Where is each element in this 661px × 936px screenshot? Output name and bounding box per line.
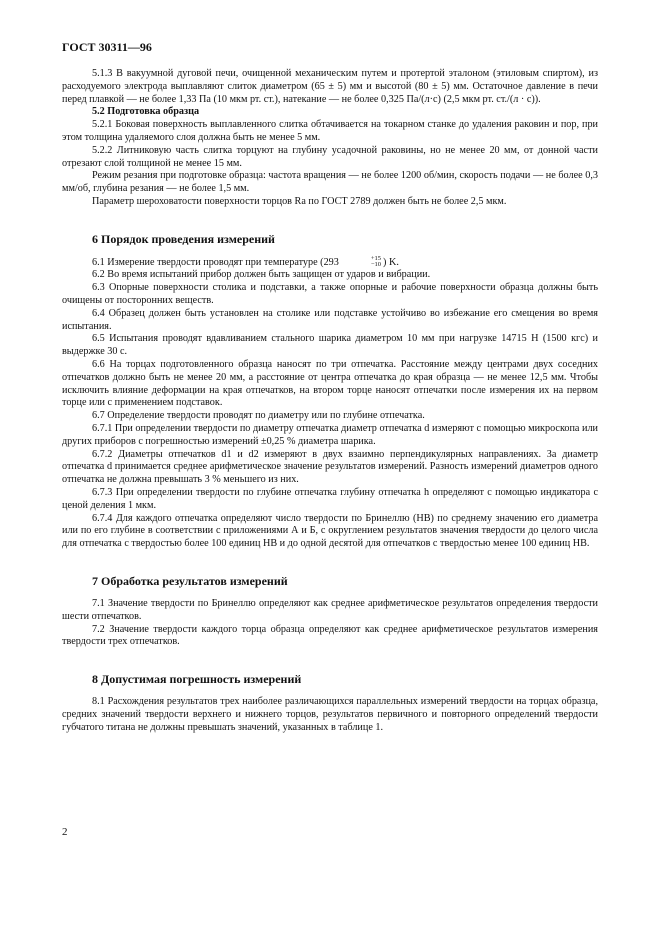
section-heading: 8 Допустимая погрешность измерений <box>92 672 302 687</box>
subsection-heading: 5.2 Подготовка образца <box>92 106 200 118</box>
paragraph: 5.1.3 В вакуумной дуговой печи, очищенной механическим путем и протертой эталоном (этиловым спиртом), из расходуемого электрода выплавляют слиток диаметром (65 ± 5) мм и высотой (80 ± 5) мм. Остаточное давление в печи перед плавкой — не более 1,33 Па (10 мкм рт. ст.), натекание — не более 0,325 Па/(л·с) (2,5 мкм рт. ст./(л · с)). <box>62 68 598 105</box>
page-content <box>62 68 598 735</box>
paragraph: 7.1 Значение твердости по Бринеллю определяют как среднее арифметическое результатов определения твердости шести отпечатков. <box>62 597 598 622</box>
paragraph: 7.2 Значение твердости каждого торца образца определяют как среднее арифметическое результатов измерения твердости трех отпечатков. <box>62 623 598 648</box>
paragraph: 6.5 Испытания проводят вдавливанием стального шарика диаметром 10 мм при нагрузке 14715 Н (1500 кгс) и выдержке 30 с. <box>62 333 598 358</box>
paragraph: 6.6 На торцах подготовленного образца наносят по три отпечатка. Расстояние между центрами двух соседних отпечатков должно быть не менее 20 мм, а расстояние от центра отпечатка до края образца — не менее 12,5 мм. Чтобы исключить влияние деформации на края отпечатков, на втором торце наносят отпечатки после измерения их на первом торце или с применением подставок. <box>62 358 598 409</box>
paragraph: 6.7.3 При определении твердости по глубине отпечатка глубину отпечатка h определяют с помощью индикатора с ценой деления 1 мкм. <box>62 486 598 511</box>
section-heading: 7 Обработка результатов измерений <box>92 573 288 588</box>
tolerance-upper: +15 <box>370 254 382 262</box>
paragraph: Режим резания при подготовке образца: частота вращения — не более 1200 об/мин, скорость подачи — не более 0,3 мм/об, глубина резания — не более 1,5 мм. <box>62 170 598 195</box>
paragraph: 5.2.2 Литниковую часть слитка торцуют на глубину усадочной раковины, но не менее 20 мм, от донной части отрезают слой толщиной не менее 15 мм. <box>62 144 598 169</box>
paragraph-temperature <box>62 256 598 270</box>
paragraph: 6.3 Опорные поверхности столика и подставки, а также опорные и рабочие поверхности образца должны быть очищены от посторонних веществ. <box>62 282 598 306</box>
paragraph: 6.7.1 При определении твердости по диаметру отпечатка диаметр отпечатка d измеряют с помощью микроскопа или других приборов с погрешностью измерений ±0,25 % диаметра шарика. <box>62 422 598 447</box>
paragraph: 6.7.4 Для каждого отпечатка определяют число твердости по Бринеллю (НВ) по среднему значению его диаметра или по его глубине в соответствии с приложениями А и Б, с округлением результатов значения твердости до целого числа для отпечатка с твердостью более 100 единиц НВ и до одной десятой для отпечатков с твердостью менее 100 единиц НВ. <box>62 512 598 550</box>
paragraph: Параметр шероховатости поверхности торцов Ra по ГОСТ 2789 должен быть не более 2,5 мкм. <box>92 195 507 207</box>
paragraph: 6.7 Определение твердости проводят по диаметру или по глубине отпечатка. <box>92 410 425 422</box>
paragraph: 5.2.1 Боковая поверхность выплавленного слитка обтачивается на токарном станке до удаления раковин и пор, при этом толщина удаляемого слоя должна быть не менее 5 мм. <box>62 119 598 143</box>
paragraph: 6.2 Во время испытаний прибор должен быть защищен от ударов и вибрации. <box>92 269 431 281</box>
paragraph: 6.4 Образец должен быть установлен на столике или подставке устойчиво во избежание его смещения во время испытания. <box>62 307 598 332</box>
temperature-tolerance <box>341 256 381 269</box>
paragraph-text: 6.1 Измерение твердости проводят при температуре (293 <box>92 256 339 268</box>
section-heading: 6 Порядок проведения измерений <box>92 231 275 246</box>
paragraph: 6.7.2 Диаметры отпечатков d1 и d2 измеряют в двух взаимно перпендикулярных направлениях. За диаметр отпечатка d принимается среднее арифметическое значение результатов измерений. Разность измерений диаметров одного отпечатка не должна превышать 3 % меньшего из них. <box>62 448 598 486</box>
paragraph: 8.1 Расхождения результатов трех наиболее различающихся параллельных измерений твердости на торцах образца, средних значений твердости верхнего и нижнего торцов, результатов первичного и повторного определений твердости губчатого титана не должны превышать значений, указанных в таблице 1. <box>62 696 598 733</box>
page-number: 2 <box>62 826 68 838</box>
page-header: ГОСТ 30311—96 <box>62 40 152 54</box>
paragraph-text: ) K. <box>383 256 399 268</box>
tolerance-lower: −10 <box>370 261 382 269</box>
